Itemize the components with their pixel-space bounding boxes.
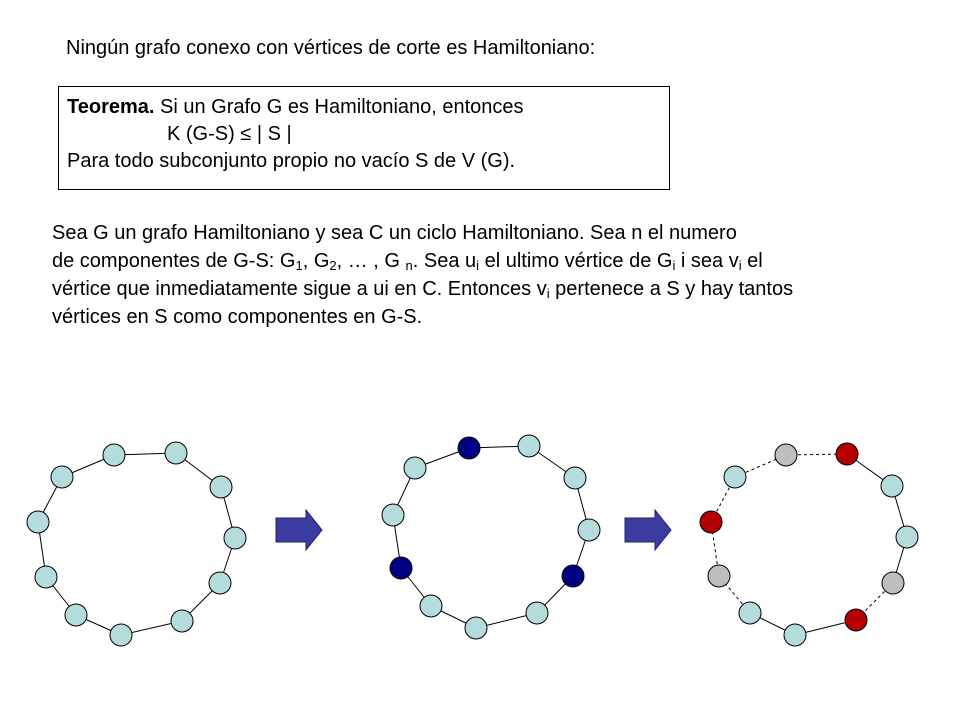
vertex — [165, 442, 187, 464]
theorem-label: Teorema. — [67, 96, 155, 118]
proof-line-4: vértices en S como componentes en G-S. — [52, 306, 423, 328]
subscript: i — [738, 258, 742, 273]
subscript: 2 — [329, 258, 337, 273]
proof-text: i sea v — [675, 250, 739, 272]
vertex — [896, 526, 918, 548]
right-arrow-icon — [625, 510, 671, 550]
subscript: i — [546, 286, 550, 301]
vertex — [881, 475, 903, 497]
vertex — [578, 519, 600, 541]
vertex — [209, 572, 231, 594]
proof-text: de componentes de G-S: G — [52, 250, 296, 272]
vertex — [404, 457, 426, 479]
theorem-formula: K (G-S) ≤ | S | — [167, 123, 292, 145]
proof-text: vértice que inmediatamente sigue a ui en C. Entonces v — [52, 278, 547, 300]
vertex — [35, 566, 57, 588]
vertex-last-of-component — [845, 609, 867, 631]
vertex-in-s — [458, 437, 480, 459]
subscript: i — [672, 258, 676, 273]
vertex — [724, 466, 746, 488]
vertex — [27, 511, 49, 533]
proof-line-1: Sea G un grafo Hamiltoniano y sea C un ciclo Hamiltoniano. Sea n el numero — [52, 222, 737, 244]
vertex-last-of-component — [836, 443, 858, 465]
vertex-removed — [882, 572, 904, 594]
vertex — [110, 624, 132, 646]
vertex — [65, 604, 87, 626]
vertex — [564, 467, 586, 489]
theorem-condition: Para todo subconjunto propio no vacío S de V (G). — [67, 150, 516, 172]
vertex — [739, 602, 761, 624]
vertex-removed — [708, 565, 730, 587]
proof-text: el — [741, 250, 763, 272]
proof-text: , … , G — [336, 250, 406, 272]
vertex-last-of-component — [700, 511, 722, 533]
vertex — [171, 610, 193, 632]
cycle-graph-original — [27, 442, 246, 646]
vertex — [526, 602, 548, 624]
vertex — [420, 595, 442, 617]
vertex — [51, 466, 73, 488]
theorem-statement: Si un Grafo G es Hamiltoniano, entonces — [154, 96, 524, 118]
vertex — [224, 527, 246, 549]
proof-text: , G — [302, 250, 330, 272]
subscript: n — [405, 258, 413, 273]
heading: Ningún grafo conexo con vértices de corte es Hamiltoniano: — [66, 37, 596, 59]
proof-text: pertenece a S y hay tantos — [549, 278, 794, 300]
vertex — [210, 476, 232, 498]
vertex — [103, 444, 125, 466]
vertex-removed — [775, 444, 797, 466]
vertex-in-s — [562, 565, 584, 587]
cycle-graph-cut-vertices — [382, 435, 600, 639]
proof-text: . Sea u — [412, 250, 477, 272]
subscript: i — [476, 258, 480, 273]
vertex — [784, 624, 806, 646]
subscript: 1 — [295, 258, 303, 273]
vertex — [382, 504, 404, 526]
vertex — [518, 435, 540, 457]
right-arrow-icon — [276, 510, 322, 550]
cycle-graph-components — [700, 443, 918, 646]
vertex-in-s — [390, 557, 412, 579]
proof-text: el ultimo vértice de G — [479, 250, 673, 272]
vertex — [465, 617, 487, 639]
